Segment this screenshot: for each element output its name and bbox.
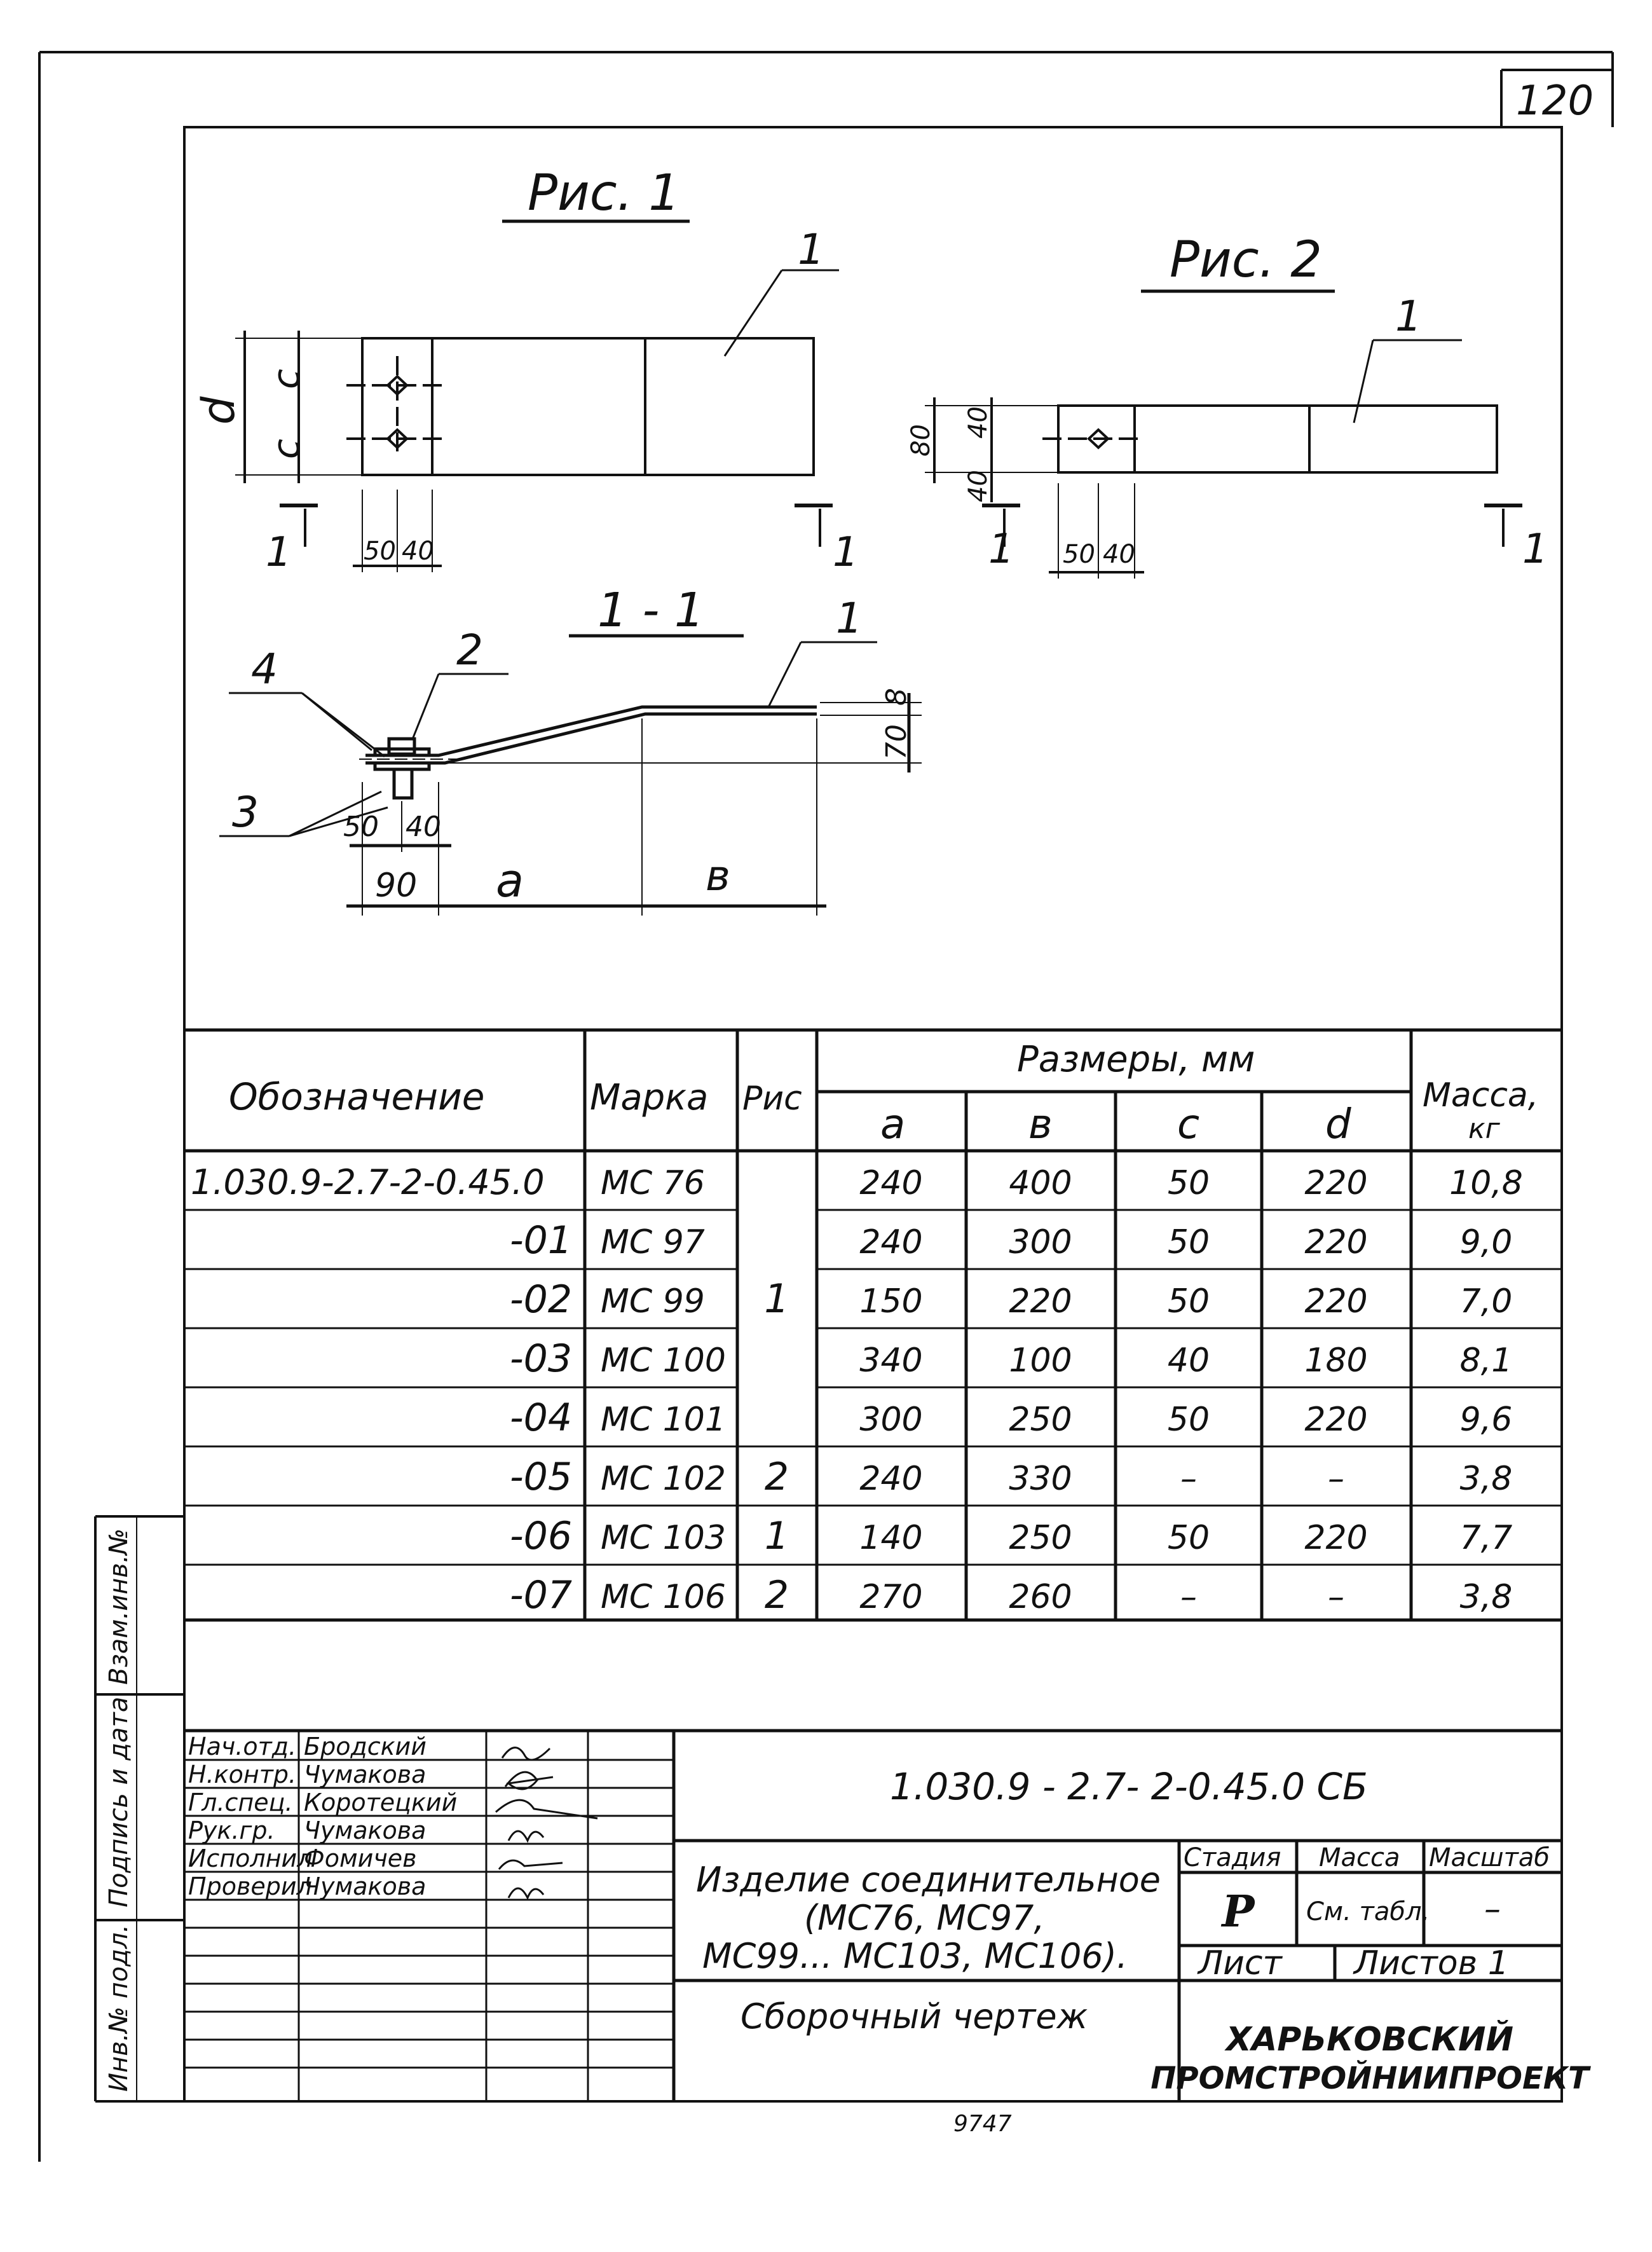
row-designation: 1.030.9-2.7-2-0.45.0 [191,1162,545,1202]
fig1-dim-50: 50 [364,537,396,566]
row-c: – [1180,1578,1197,1616]
fig2-callout: 1 [1395,292,1422,341]
row-d: 220 [1304,1164,1368,1202]
section-dim-40: 40 [406,811,441,843]
fig2-dim-50: 50 [1063,540,1095,569]
staff-name: Чумакова [304,1872,427,1900]
side-label-signature-date: Подпись и дата [104,1696,133,1907]
bottom-note: 9747 [953,2111,1012,2137]
section-dim-50: 50 [343,811,379,843]
stage-label: Стадия [1184,1843,1281,1872]
row-d: 220 [1304,1519,1368,1557]
mass-value: См. табл. [1306,1897,1430,1926]
row-c: 50 [1167,1401,1210,1439]
fig2-section-mark-left: 1 [988,526,1014,573]
row-d: 220 [1304,1282,1368,1321]
section-title: 1 - 1 [597,583,704,638]
header-mass: Масса, [1423,1076,1539,1115]
row-c: – [1180,1460,1197,1498]
staff-name: Чумакова [304,1816,427,1844]
row-fig: 1 [764,1514,789,1558]
organization-line-2: ПРОМСТРОЙНИИПРОЕКТ [1150,2061,1589,2096]
row-d: – [1328,1460,1344,1498]
side-label-original-inv: Инв.№ подл. [104,1924,133,2092]
header-b: в [1028,1101,1053,1148]
row-fig-merged: 1 [764,1275,789,1322]
table-body [191,1162,1523,1617]
staff-role: Исполнил [188,1844,313,1872]
figure-2 [906,231,1548,579]
row-mark: МС 101 [601,1401,726,1439]
document-title-line: МС99... МС103, МС106). [702,1936,1128,1976]
row-d: 220 [1304,1223,1368,1261]
header-mass-unit: кг [1468,1113,1500,1145]
scale-value: – [1484,1890,1501,1928]
row-c: 50 [1167,1282,1210,1321]
row-mark: МС 102 [601,1460,726,1498]
row-b: 300 [1009,1223,1072,1261]
row-d: – [1328,1578,1344,1616]
row-mass: 7,7 [1459,1519,1513,1557]
section-dim-a: a [496,854,524,907]
staff-name: Бродский [304,1733,427,1761]
row-fig: 2 [764,1573,789,1617]
row-a: 300 [859,1401,923,1439]
row-designation: -04 [510,1396,572,1440]
section-dim-b: в [706,851,730,900]
row-a: 240 [859,1460,923,1498]
row-mark: МС 106 [601,1578,726,1616]
row-designation: -01 [510,1218,572,1263]
header-a: a [880,1101,906,1148]
fig1-dim-c-top: c [264,369,308,389]
header-designation: Обозначение [229,1075,485,1118]
section-callout-2: 2 [456,626,483,675]
fig1-dim-40: 40 [402,537,434,566]
row-a: 240 [859,1223,923,1261]
document-title-line: (МС76, МС97, [804,1898,1045,1938]
row-b: 250 [1009,1519,1072,1557]
row-mass: 3,8 [1459,1460,1513,1498]
row-a: 140 [859,1519,923,1557]
section-callout-3: 3 [232,788,259,837]
staff-name: Чумакова [304,1761,427,1789]
fig1-section-mark-left: 1 [266,529,292,576]
staff-name: Коротецкий [304,1789,458,1816]
row-b: 260 [1009,1578,1072,1616]
stage-value: Р [1222,1886,1255,1937]
row-d: 220 [1304,1401,1368,1439]
document-title-line: Сборочный чертеж [741,1996,1088,2036]
section-dim-90: 90 [375,867,418,905]
row-designation: -06 [510,1514,572,1558]
staff-role: Гл.спец. [188,1789,293,1816]
row-d: 180 [1304,1342,1368,1380]
header-sizes: Размеры, мм [1017,1039,1255,1080]
document-code: 1.030.9 - 2.7- 2-0.45.0 СБ [890,1765,1368,1808]
row-mark: МС 100 [601,1342,726,1380]
row-designation: -03 [510,1336,572,1381]
staff-role: Проверил [188,1872,312,1900]
fig1-title: Рис. 1 [528,165,680,222]
row-mark: МС 97 [601,1223,705,1261]
fig2-dim-40-top: 40 [964,406,993,439]
row-c: 40 [1167,1342,1210,1380]
row-mass: 9,0 [1459,1223,1513,1261]
fig1-dim-c-bottom: c [264,439,308,459]
page-number: 120 [1516,78,1594,125]
row-a: 240 [859,1164,923,1202]
row-c: 50 [1167,1519,1210,1557]
row-b: 220 [1009,1282,1072,1321]
row-mass: 9,6 [1459,1401,1513,1439]
row-mark: МС 103 [601,1519,726,1557]
row-mark: МС 99 [601,1282,705,1321]
section-1-1 [219,583,922,916]
row-b: 400 [1009,1164,1072,1202]
row-b: 250 [1009,1401,1072,1439]
fig2-dim-40: 40 [1103,540,1135,569]
header-fig: Рис [742,1080,802,1118]
mass-label: Масса [1319,1843,1400,1872]
figure-1 [193,165,859,576]
fig1-callout: 1 [798,225,824,274]
fig1-dim-d: d [193,396,245,425]
row-mass: 3,8 [1459,1578,1513,1616]
sheet-label: Лист [1198,1944,1282,1982]
staff-role: Н.контр. [188,1761,297,1789]
header-d: d [1325,1101,1351,1148]
row-designation: -02 [510,1277,572,1322]
side-label-replaced-inv: Взам.инв.№ [104,1528,133,1685]
row-designation: -05 [510,1455,572,1499]
staff-role: Нач.отд. [188,1733,297,1761]
row-a: 150 [859,1282,923,1321]
row-a: 270 [859,1578,923,1616]
row-mass: 7,0 [1459,1282,1513,1321]
row-mark: МС 76 [601,1164,705,1202]
title-block-text [696,1765,1591,2096]
section-dim-70: 70 [880,724,913,760]
fig1-section-mark-right: 1 [833,529,859,576]
header-mark: Марка [590,1077,709,1118]
fig2-dim-40-bottom: 40 [964,470,993,502]
row-c: 50 [1167,1223,1210,1261]
section-dim-8: 8 [880,688,913,706]
row-mass: 10,8 [1449,1164,1523,1202]
row-b: 100 [1009,1342,1072,1380]
fig2-dim-80: 80 [906,424,936,457]
row-designation: -07 [510,1573,572,1617]
row-c: 50 [1167,1164,1210,1202]
document-title-line: Изделие соединительное [696,1860,1161,1900]
row-mass: 8,1 [1459,1342,1513,1380]
staff-list [188,1733,457,1900]
scale-label: Масштаб [1429,1843,1550,1872]
section-callout-4: 4 [251,645,278,694]
staff-name: Фомичев [304,1844,417,1872]
row-fig: 2 [764,1455,789,1499]
signatures [496,1748,597,1898]
table-header [229,1039,1538,1148]
organization-line-1: ХАРЬКОВСКИЙ [1225,2021,1514,2059]
row-a: 340 [859,1342,923,1380]
sheets-label: Листов 1 [1354,1944,1509,1982]
fig2-section-mark-right: 1 [1522,526,1548,573]
section-callout-1: 1 [836,594,863,643]
staff-role: Рук.гр. [188,1816,275,1844]
fig2-title: Рис. 2 [1170,231,1322,289]
row-b: 330 [1009,1460,1072,1498]
header-c: c [1177,1101,1200,1148]
